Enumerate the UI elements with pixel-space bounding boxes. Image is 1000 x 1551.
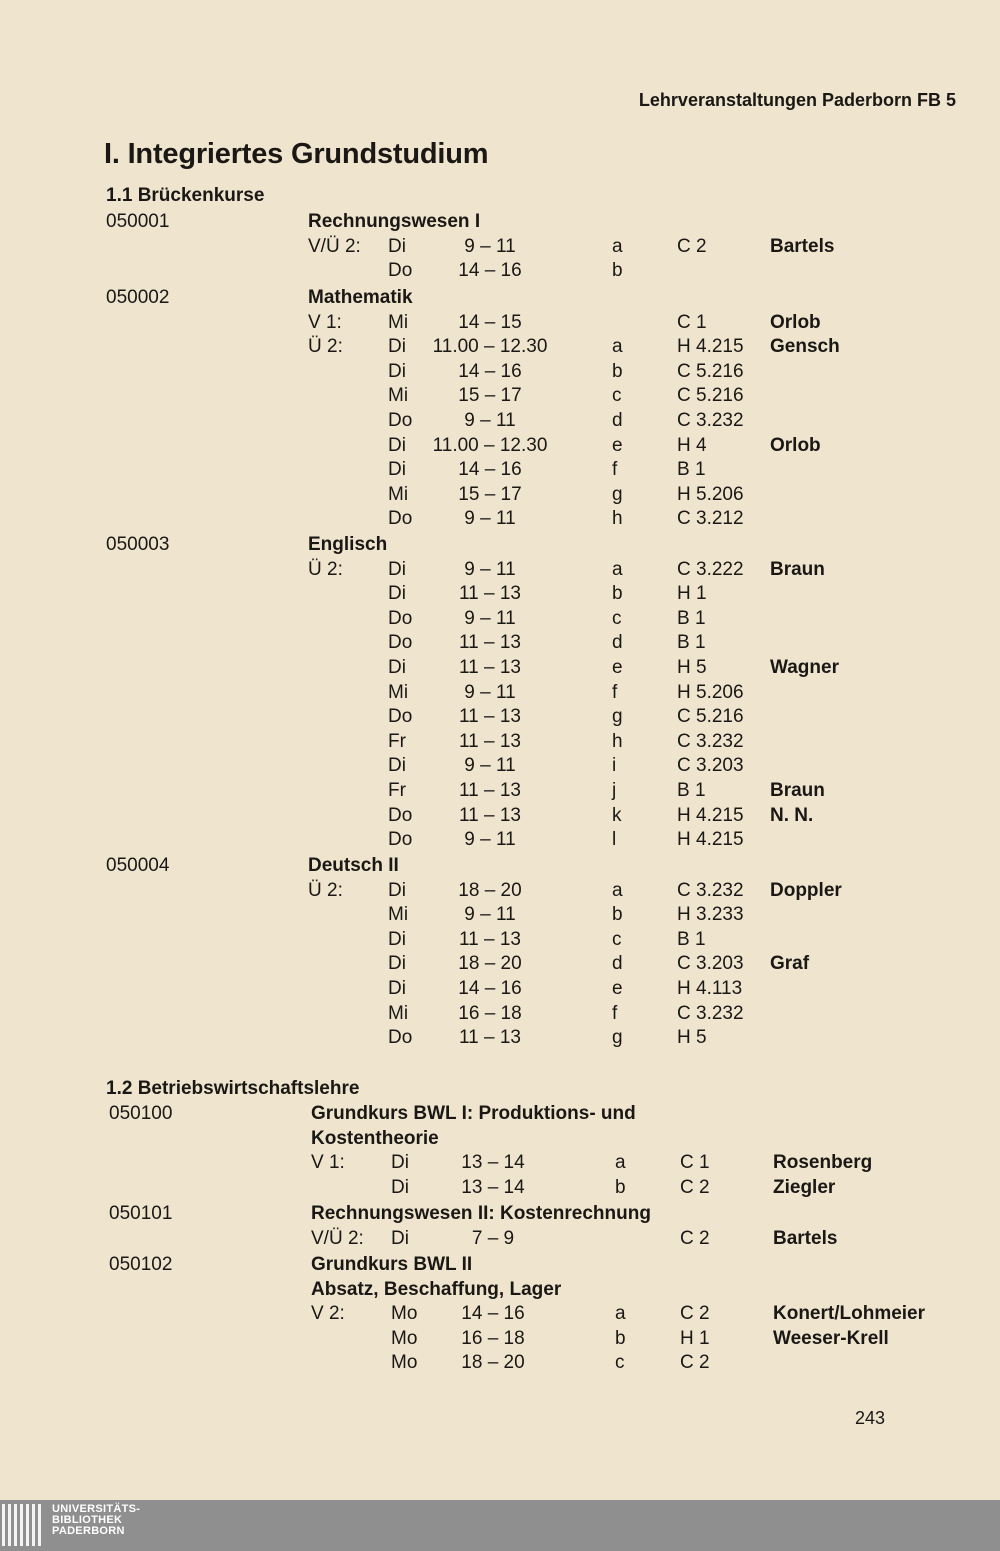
course-title: Kostentheorie: [311, 1127, 439, 1149]
time-slot: 9 – 11: [464, 904, 516, 925]
weekday: Di: [388, 435, 406, 456]
lecturer: Orlob: [770, 312, 821, 333]
group-letter: f: [612, 682, 618, 703]
room: H 1: [680, 1328, 710, 1349]
section-heading: 1.2 Betriebswirtschaftslehre: [106, 1078, 360, 1099]
room: H 4.215: [677, 805, 744, 826]
time-slot: 11 – 13: [459, 929, 521, 950]
course-number: 050004: [106, 855, 170, 876]
time-slot: 9 – 11: [464, 508, 516, 529]
room: C 2: [680, 1177, 710, 1198]
weekday: Do: [388, 260, 413, 281]
time-slot: 9 – 11: [464, 559, 516, 580]
weekday: Di: [388, 336, 406, 357]
weekday: Mi: [388, 484, 409, 505]
weekday: Di: [388, 755, 406, 776]
time-slot: 11 – 13: [459, 805, 521, 826]
weekday: Do: [388, 1027, 413, 1048]
lecturer: Rosenberg: [773, 1152, 873, 1173]
group-letter: g: [612, 1027, 623, 1048]
lecturer: Bartels: [773, 1228, 838, 1249]
group-letter: h: [612, 508, 623, 529]
room: H 5: [677, 1027, 707, 1048]
group-letter: l: [612, 829, 617, 850]
lecturer: Bartels: [770, 236, 835, 257]
time-slot: 18 – 20: [458, 880, 522, 901]
time-slot: 11 – 13: [459, 657, 521, 678]
running-header: Lehrveranstaltungen Paderborn FB 5: [638, 90, 956, 110]
group-letter: i: [612, 755, 617, 776]
room: H 5.206: [677, 484, 744, 505]
lecturer: Ziegler: [773, 1177, 836, 1198]
room: C 3.232: [677, 1003, 744, 1024]
lecturer: Graf: [770, 953, 810, 974]
weekday: Di: [388, 929, 406, 950]
lecturer: Orlob: [770, 435, 821, 456]
weekday: Do: [388, 805, 413, 826]
weekday: Do: [388, 508, 413, 529]
group-letter: c: [612, 385, 622, 406]
library-footer: [0, 1500, 1000, 1551]
room: H 4.113: [677, 978, 743, 999]
weekday: Fr: [388, 780, 406, 801]
section-heading: 1.1 Brückenkurse: [106, 185, 265, 206]
time-slot: 11 – 13: [459, 706, 521, 727]
weekday: Do: [388, 706, 413, 727]
group-letter: a: [612, 236, 623, 257]
time-slot: 16 – 18: [458, 1003, 522, 1024]
group-letter: f: [612, 1003, 618, 1024]
weekday: Di: [391, 1177, 409, 1198]
weekday: Di: [388, 559, 406, 580]
time-slot: 9 – 11: [464, 682, 516, 703]
time-slot: 14 – 16: [458, 459, 522, 480]
group-letter: b: [612, 361, 623, 382]
lecturer: Gensch: [770, 336, 840, 357]
room: C 5.216: [677, 361, 744, 382]
time-slot: 13 – 14: [461, 1177, 525, 1198]
time-slot: 11.00 – 12.30: [432, 435, 548, 456]
group-letter: e: [612, 657, 623, 678]
weekday: Mi: [388, 385, 409, 406]
room: H 4.215: [677, 336, 744, 357]
course-type: V 2:: [311, 1303, 345, 1324]
lecturer: Weeser-Krell: [773, 1328, 889, 1349]
time-slot: 11 – 13: [459, 780, 521, 801]
time-slot: 11 – 13: [459, 731, 521, 752]
room: H 5.206: [677, 682, 744, 703]
group-letter: g: [612, 706, 623, 727]
lecturer: Doppler: [770, 880, 842, 901]
group-letter: b: [612, 583, 623, 604]
weekday: Di: [388, 657, 406, 678]
room: H 1: [677, 583, 707, 604]
group-letter: a: [615, 1152, 626, 1173]
weekday: Di: [388, 236, 406, 257]
group-letter: a: [615, 1303, 626, 1324]
room: C 3.212: [677, 508, 744, 529]
course-title: Mathematik: [308, 287, 413, 308]
time-slot: 15 – 17: [458, 484, 522, 505]
course-type: V/Ü 2:: [311, 1228, 364, 1249]
course-title: Englisch: [308, 534, 388, 555]
room: C 2: [680, 1352, 710, 1373]
room: B 1: [677, 632, 706, 653]
room: C 1: [677, 312, 707, 333]
library-name-line-3: PADERBORN: [52, 1525, 125, 1537]
time-slot: 13 – 14: [461, 1152, 525, 1173]
time-slot: 9 – 11: [464, 410, 516, 431]
weekday: Mo: [391, 1328, 418, 1349]
weekday: Di: [388, 953, 406, 974]
group-letter: d: [612, 632, 623, 653]
group-letter: a: [612, 880, 623, 901]
weekday: Do: [388, 829, 413, 850]
room: C 3.203: [677, 755, 744, 776]
time-slot: 9 – 11: [464, 755, 516, 776]
weekday: Mo: [391, 1352, 418, 1373]
weekday: Di: [391, 1228, 409, 1249]
time-slot: 14 – 15: [458, 312, 522, 333]
time-slot: 18 – 20: [458, 953, 522, 974]
weekday: Di: [388, 459, 406, 480]
room: C 2: [680, 1303, 710, 1324]
group-letter: j: [612, 780, 617, 801]
room: C 2: [677, 236, 707, 257]
time-slot: 11 – 13: [459, 1027, 521, 1048]
weekday: Mo: [391, 1303, 418, 1324]
time-slot: 18 – 20: [461, 1352, 525, 1373]
course-title: Deutsch II: [308, 855, 399, 876]
course-title: Grundkurs BWL II: [311, 1254, 473, 1275]
room: H 4: [677, 435, 707, 456]
page-number: 243: [855, 1408, 886, 1428]
room: C 3.232: [677, 410, 744, 431]
library-name-line-1: UNIVERSITÄTS-: [52, 1503, 141, 1515]
lecturer: Wagner: [770, 657, 839, 678]
course-title: Grundkurs BWL I: Produktions- und: [311, 1103, 636, 1124]
room: B 1: [677, 608, 706, 629]
time-slot: 11 – 13: [459, 583, 521, 604]
lecturer: Braun: [770, 559, 825, 580]
time-slot: 16 – 18: [461, 1328, 525, 1349]
room: C 1: [680, 1152, 710, 1173]
room: C 2: [680, 1228, 710, 1249]
group-letter: b: [615, 1177, 626, 1198]
time-slot: 14 – 16: [461, 1303, 525, 1324]
room: H 4.215: [677, 829, 744, 850]
lecturer: N. N.: [770, 805, 814, 826]
weekday: Mi: [388, 1003, 409, 1024]
weekday: Fr: [388, 731, 406, 752]
time-slot: 11 – 13: [459, 632, 521, 653]
weekday: Di: [388, 880, 406, 901]
weekday: Di: [391, 1152, 409, 1173]
group-letter: b: [612, 260, 623, 281]
room: C 3.222: [677, 559, 744, 580]
room: B 1: [677, 459, 706, 480]
weekday: Do: [388, 632, 413, 653]
course-type: V 1:: [308, 312, 342, 333]
library-name-line-2: BIBLIOTHEK: [52, 1514, 123, 1526]
weekday: Mi: [388, 312, 409, 333]
group-letter: b: [615, 1328, 626, 1349]
group-letter: h: [612, 731, 623, 752]
course-number: 050002: [106, 287, 170, 308]
weekday: Mi: [388, 904, 409, 925]
library-logo-icon: [0, 1500, 48, 1551]
course-number: 050003: [106, 534, 170, 555]
course-title: Rechnungswesen II: Kostenrechnung: [311, 1203, 651, 1224]
time-slot: 9 – 11: [464, 608, 516, 629]
weekday: Do: [388, 410, 413, 431]
course-title: Absatz, Beschaffung, Lager: [311, 1278, 562, 1300]
group-letter: c: [612, 929, 622, 950]
weekday: Di: [388, 583, 406, 604]
time-slot: 9 – 11: [464, 829, 516, 850]
weekday: Di: [388, 978, 406, 999]
room: C 5.216: [677, 385, 744, 406]
room: H 5: [677, 657, 707, 678]
group-letter: e: [612, 978, 623, 999]
time-slot: 7 – 9: [471, 1228, 515, 1249]
course-number: 050100: [109, 1103, 173, 1124]
room: C 3.232: [677, 880, 744, 901]
time-slot: 14 – 16: [458, 978, 522, 999]
group-letter: d: [612, 953, 623, 974]
chapter-title: I. Integriertes Grundstudium: [104, 138, 489, 170]
course-type: Ü 2:: [308, 559, 343, 580]
course-type: Ü 2:: [308, 336, 343, 357]
course-type: Ü 2:: [308, 880, 343, 901]
time-slot: 14 – 16: [458, 361, 522, 382]
room: B 1: [677, 929, 706, 950]
course-title: Rechnungswesen I: [308, 211, 481, 232]
room: B 1: [677, 780, 706, 801]
time-slot: 11.00 – 12.30: [432, 336, 548, 357]
course-number: 050101: [109, 1203, 173, 1224]
weekday: Mi: [388, 682, 409, 703]
group-letter: a: [612, 559, 623, 580]
room: C 3.203: [677, 953, 744, 974]
course-type: V/Ü 2:: [308, 236, 361, 257]
group-letter: k: [612, 805, 622, 826]
course-number: 050102: [109, 1254, 173, 1275]
room: H 3.233: [677, 904, 744, 925]
course-type: V 1:: [311, 1152, 345, 1173]
group-letter: f: [612, 459, 618, 480]
group-letter: a: [612, 336, 623, 357]
time-slot: 9 – 11: [464, 236, 516, 257]
group-letter: b: [612, 904, 623, 925]
room: C 3.232: [677, 731, 744, 752]
weekday: Do: [388, 608, 413, 629]
group-letter: c: [612, 608, 622, 629]
time-slot: 14 – 16: [458, 260, 522, 281]
group-letter: d: [612, 410, 623, 431]
weekday: Di: [388, 361, 406, 382]
room: C 5.216: [677, 706, 744, 727]
group-letter: c: [615, 1352, 625, 1373]
course-number: 050001: [106, 211, 170, 232]
lecturer: Konert/Lohmeier: [773, 1303, 926, 1324]
group-letter: e: [612, 435, 623, 456]
time-slot: 15 – 17: [458, 385, 522, 406]
group-letter: g: [612, 484, 623, 505]
lecturer: Braun: [770, 780, 825, 801]
